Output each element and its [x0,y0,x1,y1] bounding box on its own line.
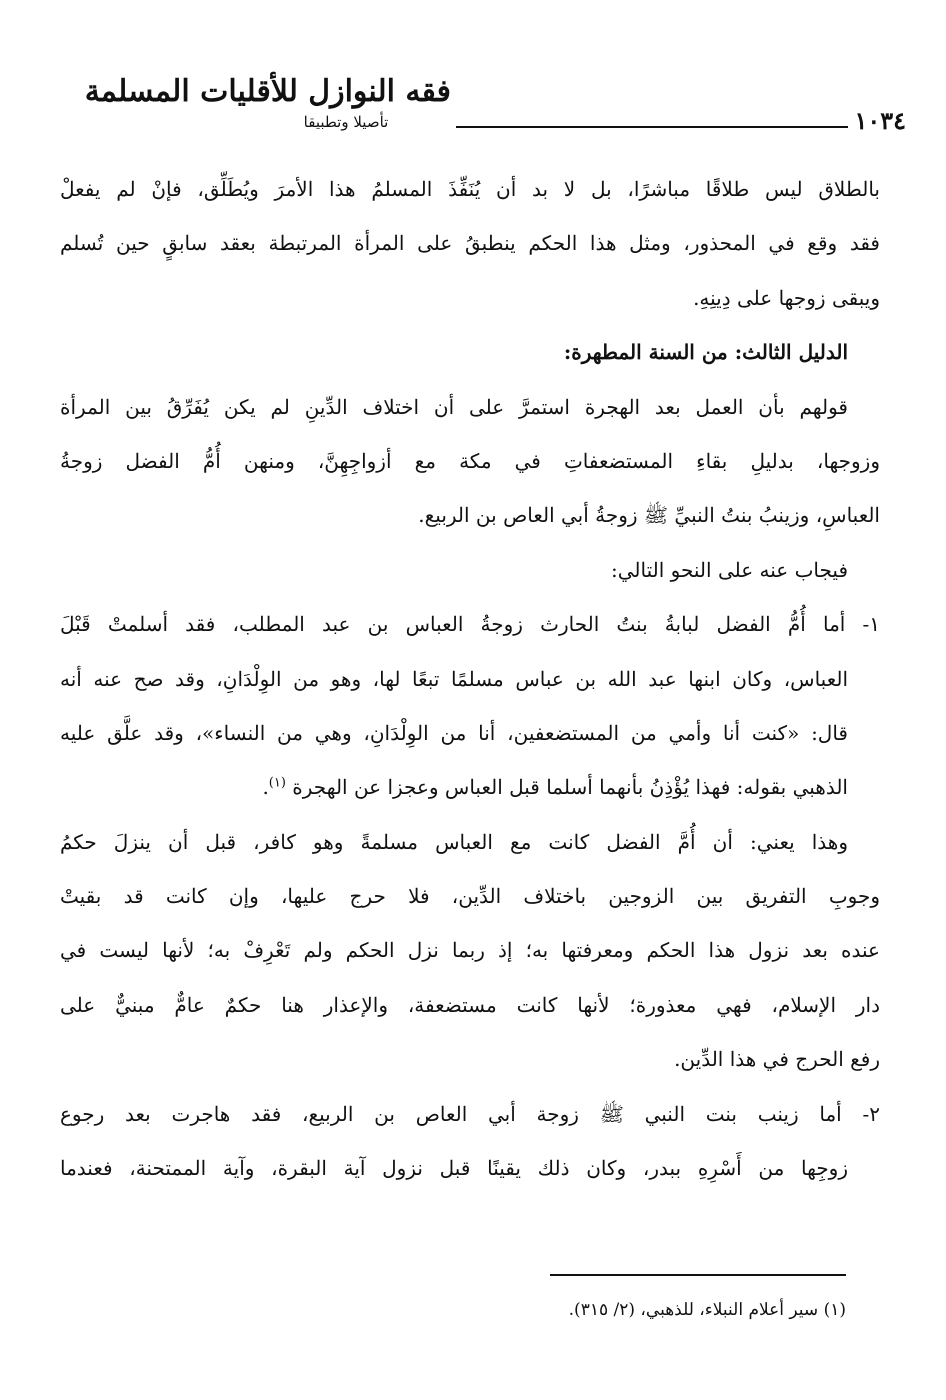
text-line: رفع الحرج في هذا الدِّين. [674,1047,880,1072]
section-heading: الدليل الثالث: من السنة المطهرة: [563,340,848,365]
text-line: فيجاب عنه على النحو التالي: [611,557,848,582]
text-line: وزوجها، بدليلِ بقاءِ المستضعفاتِ في مكة مع أزواجِهِنَّ، ومنهن أُمُّ الفضل زوجةُ [60,448,880,473]
list-item-2-line: ٢- أما زينب بنت النبي ﷺ زوجة أبي العاص بن الربيع، فقد هاجرت بعد رجوع [60,1101,880,1126]
footnote: (١) سير أعلام النبلاء، للذهبي، (٢/ ٣١٥). [568,1300,846,1320]
footnote-marker[interactable]: (١) [268,775,286,791]
header-rule [456,126,848,128]
list-item-1-text: الذهبي بقوله: فهذا يُؤْذِنُ بأنهما أسلما قبل العباس وعجزا عن الهجرة [292,775,848,800]
list-item-1-line: الذهبي بقوله: فهذا يُؤْذِنُ بأنهما أسلما قبل العباس وعجزا عن الهجرة $^{(١)}$. [262,775,848,800]
list-item-1-line: قال: «كنت أنا وأمي من المستضعفين، أنا من الوِلْدَانِ، وهي من النساء»، وقد علَّق عليه [60,720,848,745]
text-line: وهذا يعني: أن أُمَّ الفضل كانت مع العباس مسلمةً وهو كافر، قبل أن ينزلَ حكمُ [60,829,848,854]
footnote-rule [550,1274,846,1276]
text-line: ويبقى زوجها على دِينِهِ. [693,285,880,310]
text-line: قولهم بأن العمل بعد الهجرة استمرَّ على أن اختلاف الدِّينِ لم يكن يُفَرِّقُ بين المرأة [60,394,848,419]
text-line: فقد وقع في المحذور، ومثل هذا الحكم ينطبقُ على المرأة المرتبطة بعقد سابقٍ حين تُسلم [60,231,880,256]
text-line: بالطلاق ليس طلاقًا مباشرًا، بل لا بد أن يُنَفِّذَ المسلمُ هذا الأمرَ ويُطَلِّق، فإنْ لم يفعلْ [60,177,880,201]
running-head [70,72,906,152]
list-item-2-line: زوجِها من أَسْرِهِ ببدر، وكان ذلك يقينًا قبل نزول آية البقرة، وآية الممتحنة، فعندما [60,1156,848,1181]
text-line: وجوبِ التفريق بين الزوجين باختلاف الدِّين، فلا حرج عليها، وإن كانت قد بقيتْ [60,884,880,909]
list-item-1-line: ١- أما أُمُّ الفضل لبابةُ بنتُ الحارث زوجةُ العباس بن عبد المطلب، فقد أسلمتْ قَبْلَ [60,612,880,637]
text-line: دار الإسلام، فهي معذورة؛ لأنها كانت مستضعفة، والإعذار هنا حكمٌ عامٌّ مبنيٌّ على [60,992,880,1017]
list-item-1-line: العباس، وكان ابنها عبد الله بن عباس مسلمًا تبعًا لها، وهو من الوِلْدَانِ، وقد صح عنه أنه [60,666,848,691]
page-number: ١٠٣٤ [854,106,906,135]
text-line: العباسِ، وزينبُ بنتُ النبيِّ ﷺ زوجةُ أبي العاص بن الربيع. [418,503,880,528]
header-title-block [84,72,451,152]
text-line: عنده بعد نزول هذا الحكم ومعرفتها به؛ إذ ربما نزل الحكم ولم تَعْرِفْ به؛ لأنها ليست في [60,938,880,963]
book-subtitle: تأصيلا وتطبيقا [303,113,389,131]
book-title: فقه النوازل للأقليات المسلمة [84,74,451,109]
body-text [60,162,880,1195]
